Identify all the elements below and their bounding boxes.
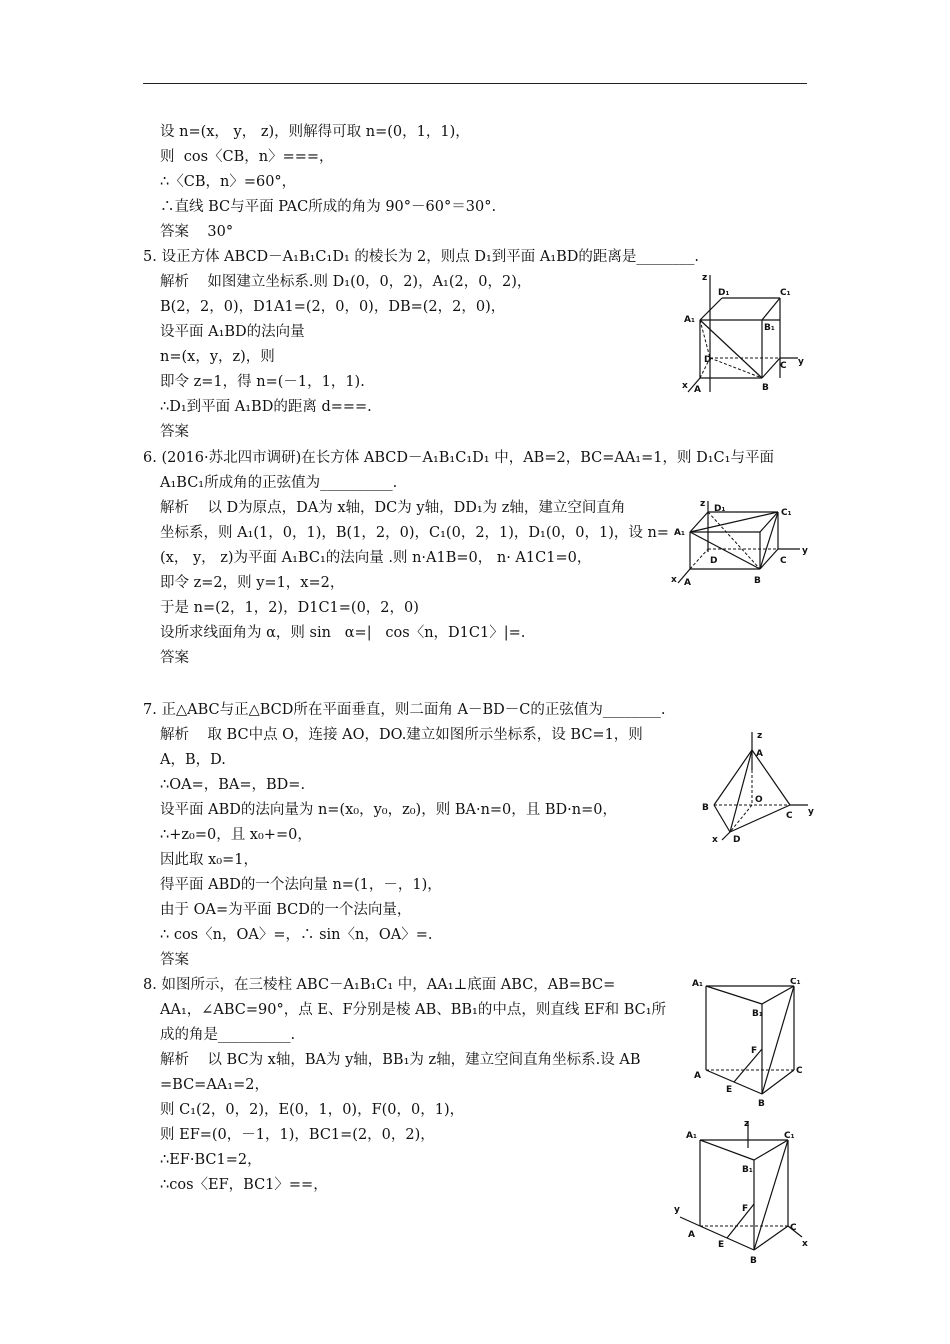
text-line: 8. 如图所示，在三棱柱 ABC－A₁B₁C₁ 中，AA₁⊥底面 ABC，AB=BC= bbox=[143, 977, 616, 993]
fig8a-label: A bbox=[694, 1071, 701, 1081]
fig7-label: O bbox=[755, 795, 763, 805]
text-line: 得平面 ABD的一个法向量 n=(1，－，1)， bbox=[160, 877, 442, 893]
fig8a-label: E bbox=[726, 1085, 733, 1095]
fig5-label: B₁ bbox=[764, 323, 775, 333]
fig8b-label: B₁ bbox=[742, 1165, 753, 1175]
text-line: A，B，D. bbox=[160, 752, 226, 768]
cuboid-figure bbox=[668, 497, 813, 592]
text-line: 答案 bbox=[160, 424, 189, 440]
fig5-label: x bbox=[682, 381, 688, 391]
text-line: 解析 取 BC中点 O，连接 AO，DO.建立如图所示坐标系，设 BC=1，则 bbox=[160, 727, 643, 743]
text-line: 5. 设正方体 ABCD－A₁B₁C₁D₁ 的棱长为 2，则点 D₁到平面 A₁BD的距离是________. bbox=[143, 249, 700, 265]
fig7-label: z bbox=[757, 731, 763, 741]
fig6-label: C bbox=[780, 556, 787, 566]
prism-figure-2 bbox=[672, 1118, 812, 1270]
fig5-label: A₁ bbox=[684, 315, 695, 325]
fig5-label: C₁ bbox=[780, 288, 791, 298]
text-line: 6. (2016·苏北四市调研)在长方体 ABCD－A₁B₁C₁D₁ 中，AB=2，BC=AA₁=1，则 D₁C₁与平面 bbox=[143, 450, 774, 466]
fig7-label: D bbox=[733, 835, 741, 845]
text-line: (x， y， z)为平面 A₁BC₁的法向量 .则 n·A1B=0， n· A1C1=0， bbox=[160, 550, 592, 566]
text-line: 解析 以 D为原点，DA为 x轴，DC为 y轴，DD₁为 z轴，建立空间直角 bbox=[160, 500, 626, 516]
fig8b-label: F bbox=[742, 1204, 749, 1214]
fig5-label: A bbox=[694, 385, 701, 395]
text-line: A₁BC₁所成角的正弦值为__________. bbox=[160, 475, 398, 491]
text-line: 答案 bbox=[160, 650, 189, 666]
fig5-label: C bbox=[780, 361, 787, 371]
fig5-label: D₁ bbox=[718, 288, 730, 298]
fig6-label: B bbox=[754, 576, 761, 586]
fig7-label: x bbox=[712, 835, 718, 845]
fig6-label: C₁ bbox=[781, 508, 792, 518]
text-line: 成的角是__________. bbox=[160, 1027, 296, 1043]
text-line: 则 EF=(0，－1，1)，BC1=(2，0，2)， bbox=[160, 1127, 435, 1143]
fig7-label: y bbox=[808, 807, 814, 817]
fig8a-label: C bbox=[796, 1066, 803, 1076]
text-line: 设平面 A₁BD的法向量 bbox=[160, 324, 305, 340]
text-line: 由于 OA=为平面 BCD的一个法向量， bbox=[160, 902, 412, 918]
fig8b-label: E bbox=[718, 1240, 725, 1250]
fig5-label: B bbox=[762, 383, 769, 393]
fig5-label: y bbox=[798, 357, 804, 367]
fig8b-label: C₁ bbox=[784, 1131, 795, 1141]
text-line: 坐标系，则 A₁(1，0，1)，B(1，2，0)，C₁(0，2，1)，D₁(0，0，1)，设 n= bbox=[160, 525, 669, 541]
fig6-label: D bbox=[710, 556, 718, 566]
text-line: 即令 z=2，则 y=1，x=2， bbox=[160, 575, 345, 591]
text-line: 答案 30° bbox=[160, 224, 234, 240]
text-line: 解析 如图建立坐标系.则 D₁(0，0，2)，A₁(2，0，2)， bbox=[160, 274, 532, 290]
fig8b-label: y bbox=[674, 1205, 680, 1215]
text-line: 则 C₁(2，0，2)，E(0，1，0)，F(0，0，1)， bbox=[160, 1102, 465, 1118]
text-line: 设 n=(x， y， z)，则解得可取 n=(0，1，1)， bbox=[160, 124, 470, 140]
fig6-label: z bbox=[700, 499, 706, 509]
fig6-label: A bbox=[684, 578, 691, 588]
header-rule bbox=[143, 83, 807, 84]
text-line: 设平面 ABD的法向量为 n=(x₀，y₀，z₀)，则 BA·n=0，且 BD·n=0， bbox=[160, 802, 617, 818]
fig7-label: A bbox=[756, 749, 763, 759]
text-line: ∴直线 BC与平面 PAC所成的角为 90°－60°＝30°. bbox=[160, 199, 497, 215]
fig8a-label: B bbox=[758, 1099, 765, 1109]
fig6-label: x bbox=[671, 575, 677, 585]
text-line: ∴+z₀=0，且 x₀+=0， bbox=[160, 827, 312, 843]
fig8b-label: B bbox=[750, 1256, 757, 1266]
text-line: 设所求线面角为 α，则 sin α=| cos〈n，D1C1〉|=. bbox=[160, 625, 526, 641]
fig8a-label: C₁ bbox=[790, 978, 801, 987]
tetrahedron-figure bbox=[700, 730, 815, 850]
fig8a-label: F bbox=[751, 1046, 758, 1056]
fig8b-label: z bbox=[744, 1119, 750, 1129]
fig6-label: y bbox=[802, 546, 808, 556]
fig7-label: C bbox=[786, 811, 793, 821]
text-line: 即令 z=1，得 n=(－1，1，1). bbox=[160, 374, 365, 390]
fig8a-label: A₁ bbox=[692, 979, 703, 989]
text-line: 于是 n=(2，1，2)，D1C1=(0，2，0) bbox=[160, 600, 419, 616]
cube-figure bbox=[680, 270, 810, 405]
text-line: 7. 正△ABC与正△BCD所在平面垂直，则二面角 A－BD－C的正弦值为________. bbox=[143, 702, 666, 718]
fig8b-label: C bbox=[790, 1223, 797, 1233]
text-line: 答案 bbox=[160, 952, 189, 968]
text-line: =BC=AA₁=2， bbox=[160, 1077, 269, 1093]
fig6-label: A₁ bbox=[674, 528, 685, 538]
fig8b-label: A₁ bbox=[686, 1131, 697, 1141]
fig5-label: D bbox=[704, 355, 712, 365]
text-line: ∴〈CB，n〉=60°， bbox=[160, 174, 297, 190]
text-line: 因此取 x₀=1， bbox=[160, 852, 258, 868]
fig8b-label: A bbox=[688, 1230, 695, 1240]
fig6-label: D₁ bbox=[714, 504, 726, 514]
fig8b-label: x bbox=[802, 1239, 808, 1249]
text-line: n=(x，y，z)，则 bbox=[160, 349, 275, 365]
text-line: ∴EF·BC1=2， bbox=[160, 1152, 262, 1168]
text-line: 则 cos〈CB，n〉===， bbox=[160, 149, 334, 165]
text-line: B(2，2，0)，D1A1=(2，0，0)，DB=(2，2，0)， bbox=[160, 299, 506, 315]
text-line: AA₁，∠ABC=90°，点 E、F分别是棱 AB、BB₁的中点，则直线 EF和 BC₁所 bbox=[160, 1002, 667, 1018]
text-line: ∴cos〈EF，BC1〉==， bbox=[160, 1177, 328, 1193]
text-line: 解析 以 BC为 x轴，BA为 y轴，BB₁为 z轴，建立空间直角坐标系.设 AB bbox=[160, 1052, 641, 1068]
fig7-label: B bbox=[702, 803, 709, 813]
text-line: ∴ cos〈n，OA〉=，∴ sin〈n，OA〉=. bbox=[160, 927, 433, 943]
fig8a-label: B₁ bbox=[752, 1009, 763, 1019]
prism-figure-1 bbox=[690, 978, 810, 1113]
text-line: ∴D₁到平面 A₁BD的距离 d===. bbox=[160, 399, 372, 415]
text-line: ∴OA=，BA=，BD=. bbox=[160, 777, 306, 793]
fig5-label: z bbox=[702, 273, 708, 283]
